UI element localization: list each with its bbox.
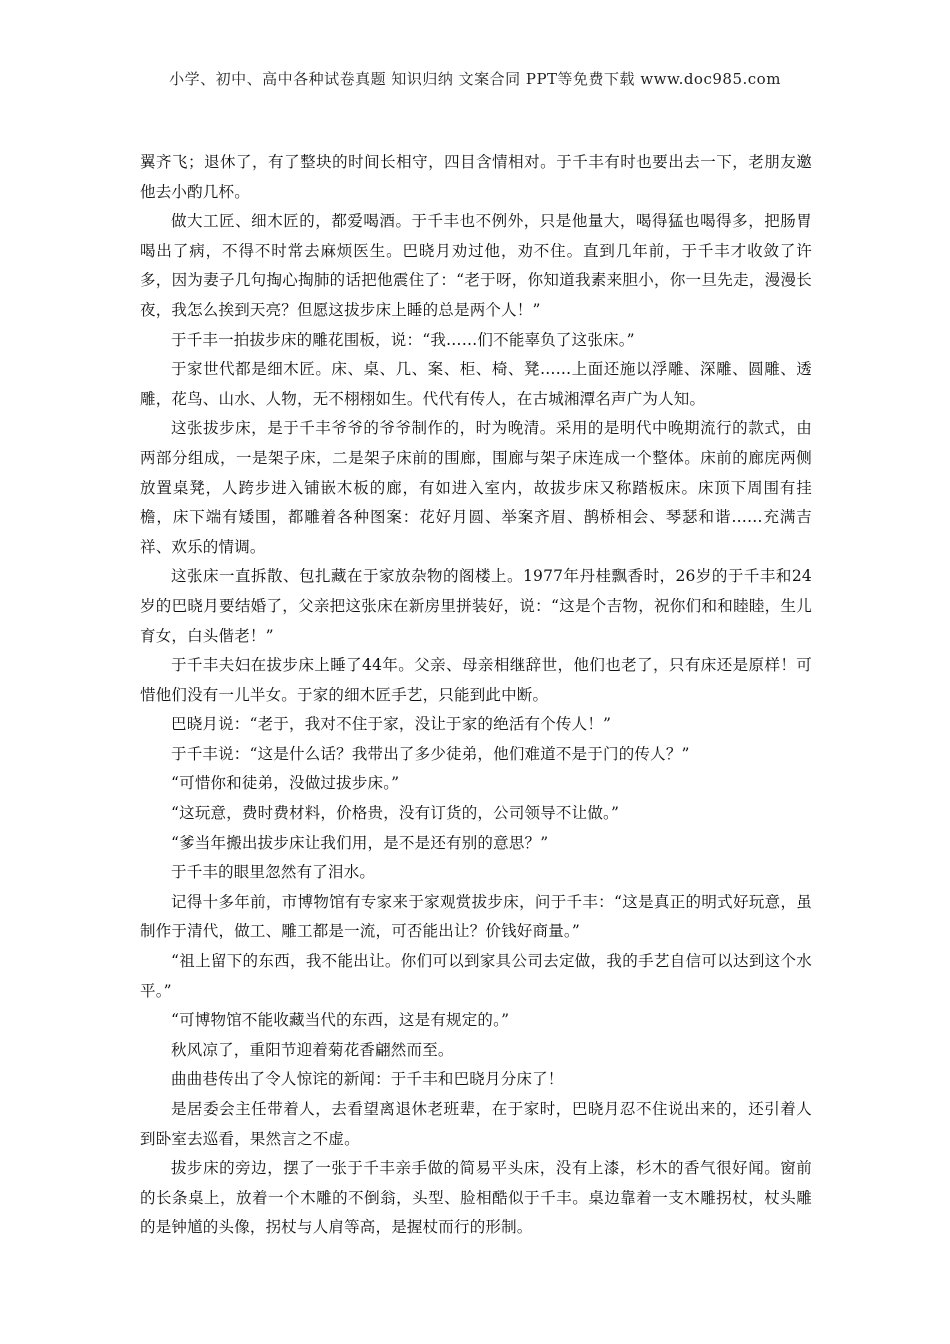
paragraph: 翼齐飞；退休了，有了整块的时间长相守，四目含情相对。于千丰有时也要出去一下，老朋友邀他去小酌几杯。 [140, 153, 812, 201]
paragraph: 于家世代都是细木匠。床、桌、几、案、柜、椅、凳……上面还施以浮雕、深雕、圆雕、透雕，花鸟、山水、人物，无不栩栩如生。代代有传人，在古城湘潭名声广为人知。 [140, 360, 812, 408]
paragraph: 于千丰的眼里忽然有了泪水。 [171, 863, 376, 882]
paragraph: 做大工匠、细木匠的，都爱喝酒。于千丰也不例外，只是他量大，喝得猛也喝得多，把肠胃喝出了病，不得不时常去麻烦医生。巴晓月劝过他，劝不住。直到几年前，于千丰才收敛了许多，因为妻子几句掏心掏肺的话把他震住了：“老于呀，你知道我素来胆小，你一旦先走，漫漫长夜，我怎么挨到天亮？但愿这拔步床上睡的总是两个人！” [140, 212, 812, 319]
article-body [140, 148, 812, 1243]
paragraph: 于千丰说：“这是什么话？我带出了多少徒弟，他们难道不是于门的传人？” [171, 744, 690, 763]
paragraph: 这张床一直拆散、包扎藏在于家放杂物的阁楼上。1977年丹桂飘香时，26岁的于千丰和24岁的巴晓月要结婚了，父亲把这张床在新房里拼装好，说：“这是个吉物，祝你们和和睦睦，生儿育女，白头偕老！” [140, 567, 812, 645]
paragraph: 曲曲巷传出了令人惊诧的新闻：于千丰和巴晓月分床了！ [171, 1070, 564, 1089]
paragraph: 记得十多年前，市博物馆有专家来于家观赏拔步床，问于千丰：“这是真正的明式好玩意，虽制作于清代，做工、雕工都是一流，可否能出让？价钱好商量。” [140, 892, 812, 941]
page-header: 小学、初中、高中各种试卷真题 知识归纳 文案合同 PPT等免费下载 www.doc985.com [169, 70, 781, 88]
paragraph: 这张拔步床，是于千丰爷爷的爷爷制作的，时为晚清。采用的是明代中晚期流行的款式，由两部分组成，一是架子床，二是架子床前的围廊，围廊与架子床连成一个整体。床前的廊庑两侧放置桌凳，人跨步进入铺嵌木板的廊，有如进入室内，故拔步床又称踏板床。床顶下周围有挂檐，床下端有矮围，都雕着各种图案：花好月圆、举案齐眉、鹊桥相会、琴瑟和谐……充满吉祥、欢乐的情调。 [140, 419, 812, 556]
paragraph: 巴晓月说：“老于，我对不住于家，没让于家的绝活有个传人！” [171, 715, 612, 734]
paragraph: 于千丰夫妇在拔步床上睡了44年。父亲、母亲相继辞世，他们也老了，只有床还是原样！可惜他们没有一儿半女。于家的细木匠手艺，只能到此中断。 [140, 656, 812, 704]
paragraph: 于千丰一拍拔步床的雕花围板，说：“我……们不能辜负了这张床。” [171, 330, 635, 349]
paragraph: “这玩意，费时费材料，价格贵，没有订货的，公司领导不让做。” [171, 804, 620, 823]
paragraph: 是居委会主任带着人，去看望离退休老班辈，在于家时，巴晓月忍不住说出来的，还引着人到卧室去巡看，果然言之不虚。 [140, 1100, 812, 1148]
paragraph: “可博物馆不能收藏当代的东西，这是有规定的。” [171, 1011, 510, 1030]
paragraph: “祖上留下的东西，我不能出让。你们可以到家具公司去定做，我的手艺自信可以达到这个水平。” [140, 952, 812, 1000]
paragraph: “爹当年搬出拔步床让我们用，是不是还有别的意思？” [171, 833, 549, 852]
paragraph: “可惜你和徒弟，没做过拔步床。” [171, 774, 400, 793]
paragraph: 秋风凉了，重阳节迎着菊花香翩然而至。 [171, 1040, 454, 1059]
paragraph: 拔步床的旁边，摆了一张于千丰亲手做的简易平头床，没有上漆，杉木的香气很好闻。窗前的长条桌上，放着一个木雕的不倒翁，头型、脸相酷似于千丰。桌边靠着一支木雕拐杖，杖头雕的是钟馗的头像，拐杖与人肩等高，是握杖而行的形制。 [140, 1159, 812, 1237]
